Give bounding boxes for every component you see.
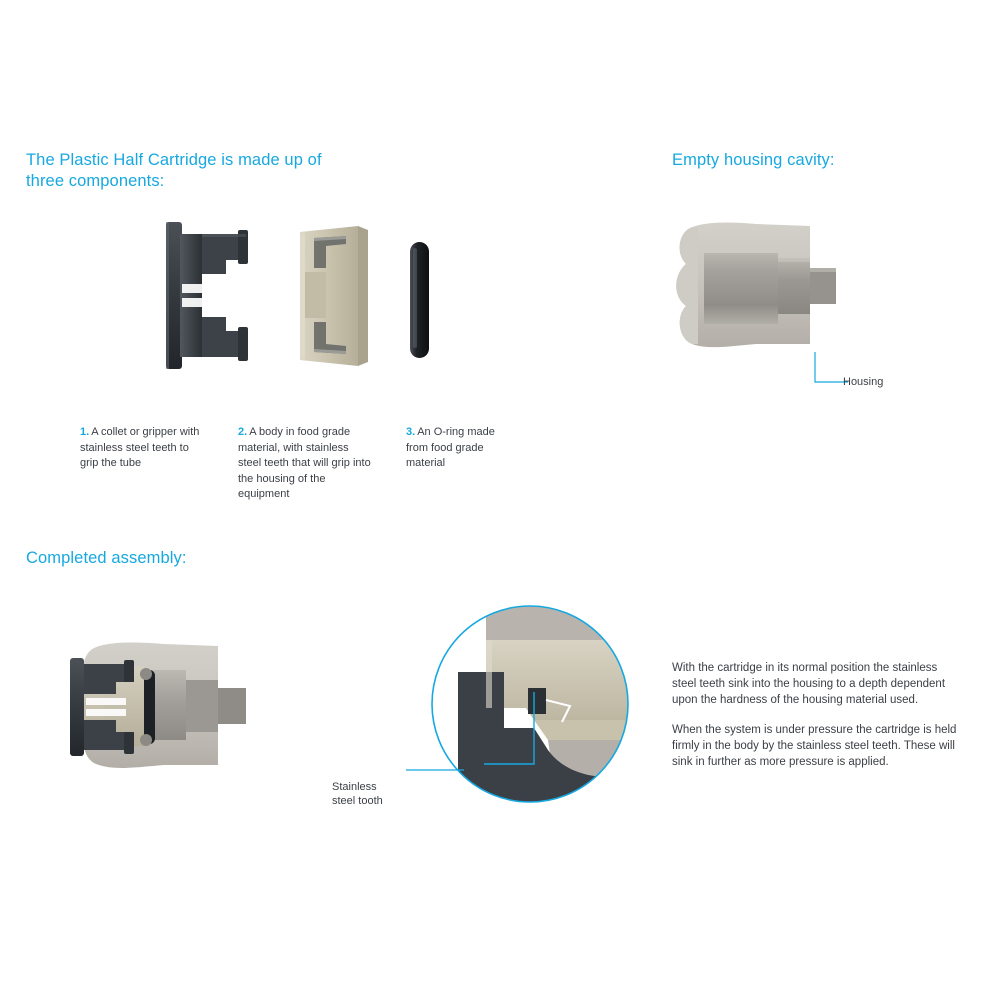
stainless-tooth-callout-label: Stainless steel tooth bbox=[332, 781, 383, 807]
note-paragraph-1: With the cartridge in its normal position the stainless steel teeth sink into the housing to a depth dependent upon the hardness of the housing material used. bbox=[672, 662, 946, 706]
cartridge-body-illustration bbox=[296, 222, 376, 370]
component-number-2: 2. bbox=[238, 426, 248, 438]
assembly-section-heading: Completed assembly: bbox=[26, 549, 187, 567]
cavity-section-heading: Empty housing cavity: bbox=[672, 151, 835, 169]
component-text-3: An O-ring made from food grade material bbox=[406, 426, 495, 469]
component-text-2: A body in food grade material, with stainless steel teeth that will grip into the housing of the equipment bbox=[238, 426, 371, 500]
component-text-1: A collet or gripper with stainless steel teeth to grip the tube bbox=[80, 426, 200, 469]
component-caption-3 bbox=[406, 425, 506, 472]
component-caption-2 bbox=[238, 425, 373, 503]
notes-block bbox=[672, 660, 962, 770]
completed-assembly-illustration bbox=[60, 608, 300, 818]
component-number-1: 1. bbox=[80, 426, 90, 438]
component-number-3: 3. bbox=[406, 426, 416, 438]
component-caption-1 bbox=[80, 425, 210, 472]
note-paragraph-2: When the system is under pressure the cartridge is held firmly in the body by the stainless steel teeth. These will sink in further as more pressure is applied. bbox=[672, 724, 957, 768]
collet-gripper-illustration bbox=[160, 218, 270, 373]
components-section-heading: The Plastic Half Cartridge is made up of three components: bbox=[26, 151, 322, 190]
o-ring-illustration bbox=[404, 240, 438, 360]
stainless-tooth-leader-line bbox=[398, 760, 468, 800]
housing-callout-label: Housing bbox=[843, 376, 884, 388]
